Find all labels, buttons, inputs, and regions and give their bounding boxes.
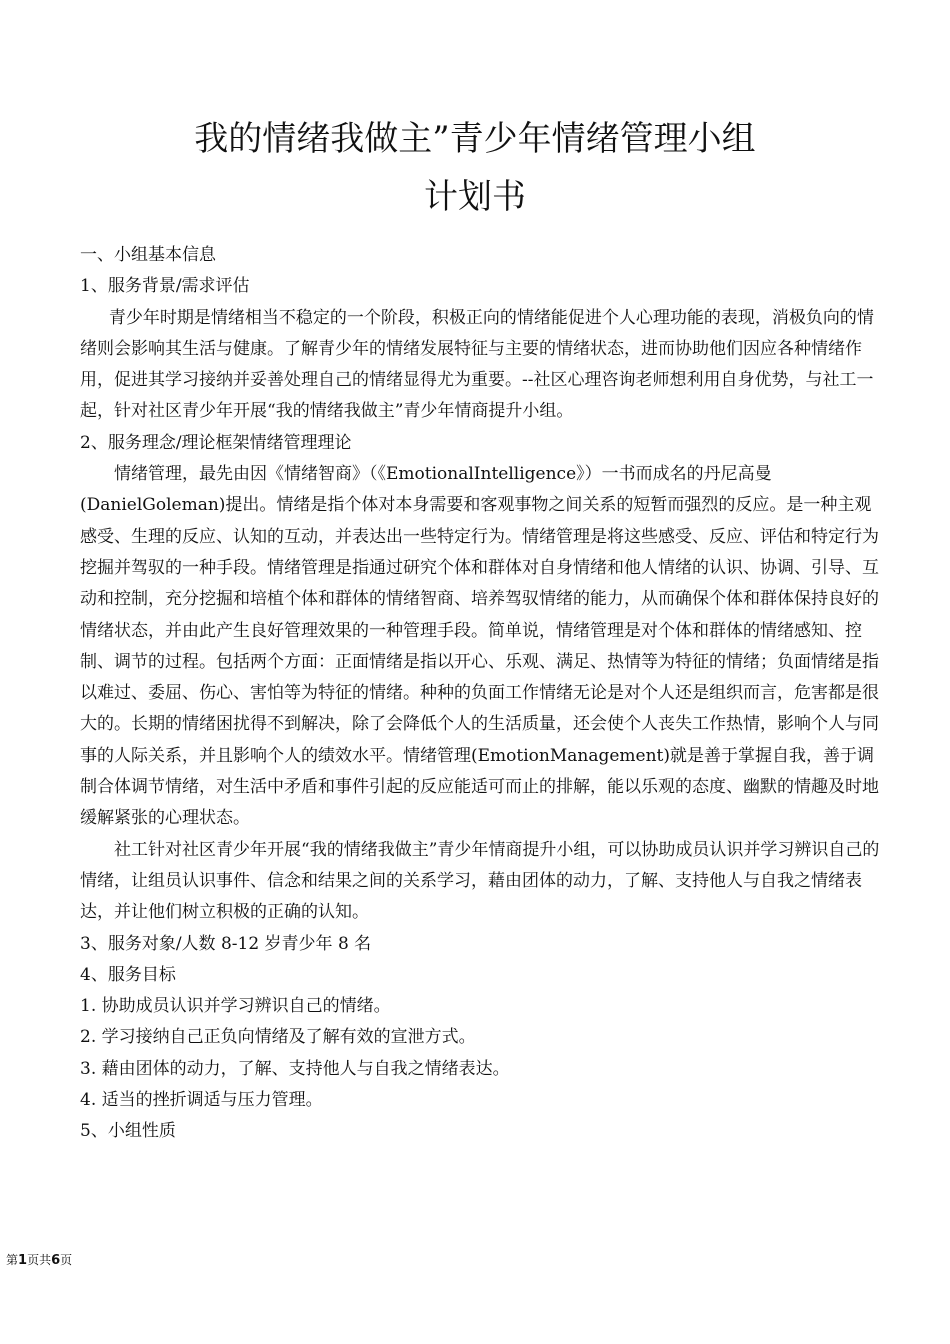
footer-page-number: 1	[18, 1253, 28, 1268]
paragraph-background: 青少年时期是情绪相当不稳定的一个阶段，积极正向的情绪能促进个人心理功能的表现，消极负向的情绪则会影响其生活与健康。了解青少年的情绪发展特征与主要的情绪状态，进而协助他们因应各种情绪作用，促进其学习接纳并妥善处理自己的情绪显得尤为重要。--社区心理咨询老师想利用自身优势，与社工一起，针对社区青少年开展“我的情绪我做主”青少年情商提升小组。	[80, 307, 874, 422]
footer-suffix: 页	[60, 1253, 73, 1267]
document-body	[80, 240, 880, 1148]
subsection-heading-background: 1、服务背景/需求评估	[80, 276, 250, 297]
title-line-1: 我的情绪我做主”青少年情绪管理小组	[194, 119, 756, 159]
section-heading-basic-info: 一、小组基本信息	[80, 245, 216, 265]
subsection-heading-goals: 4、服务目标	[80, 964, 176, 985]
footer-prefix: 第	[6, 1253, 19, 1267]
subsection-heading-target: 3、服务对象/人数 8-12 岁青少年 8 名	[80, 933, 372, 954]
goal-item: 2. 学习接纳自己正负向情绪及了解有效的宣泄方式。	[80, 1027, 476, 1048]
footer-middle: 页共	[27, 1253, 52, 1267]
title-line-2: 计划书	[424, 177, 526, 217]
goal-item: 3. 藉由团体的动力，了解、支持他人与自我之情绪表达。	[80, 1058, 510, 1079]
paragraph-group-purpose: 社工针对社区青少年开展“我的情绪我做主”青少年情商提升小组，可以协助成员认识并学习辨识自己的情绪，让组员认识事件、信念和结果之间的关系学习，藉由团体的动力，了解、支持他人与自我之情绪表达，并让他们树立积极的正确的认知。	[80, 839, 880, 923]
goal-item: 4. 适当的挫折调适与压力管理。	[80, 1090, 323, 1111]
goal-item: 1. 协助成员认识并学习辨识自己的情绪。	[80, 996, 391, 1017]
subsection-heading-theory: 2、服务理念/理论框架情绪管理理论	[80, 432, 352, 453]
paragraph-theory: 情绪管理，最先由因《情绪智商》（《EmotionalIntelligence》）一书而成名的丹尼高曼(DanielGoleman)提出。情绪是指个体对本身需要和客观事物之间关系的短暂而强烈的反应。是一种主观感受、生理的反应、认知的互动，并表达出一些特定行为。情绪管理是将这些感受、反应、评估和特定行为挖掘并驾驭的一种手段。情绪管理是指通过研究个体和群体对自身情绪和他人情绪的认识、协调、引导、互动和控制，充分挖掘和培植个体和群体的情绪智商、培养驾驭情绪的能力，从而确保个体和群体保持良好的情绪状态，并由此产生良好管理效果的一种管理手段。简单说，情绪管理是对个体和群体的情绪感知、控制、调节的过程。包括两个方面：正面情绪是指以开心、乐观、满足、热情等为特征的情绪；负面情绪是指以难过、委屈、伤心、害怕等为特征的情绪。种种的负面工作情绪无论是对个人还是组织而言，危害都是很大的。长期的情绪困扰得不到解决，除了会降低个人的生活质量，还会使个人丧失工作热情，影响个人与同事的人际关系，并且影响个人的绩效水平。情绪管理(EmotionManagement)就是善于掌握自我，善于调制合体调节情绪，对生活中矛盾和事件引起的反应能适可而止的排解，能以乐观的态度、幽默的情趣及时地缓解紧张的心理状态。	[80, 464, 879, 829]
page-footer	[6, 1252, 72, 1269]
subsection-heading-nature: 5、小组性质	[80, 1121, 176, 1142]
footer-total-pages: 6	[51, 1253, 61, 1268]
